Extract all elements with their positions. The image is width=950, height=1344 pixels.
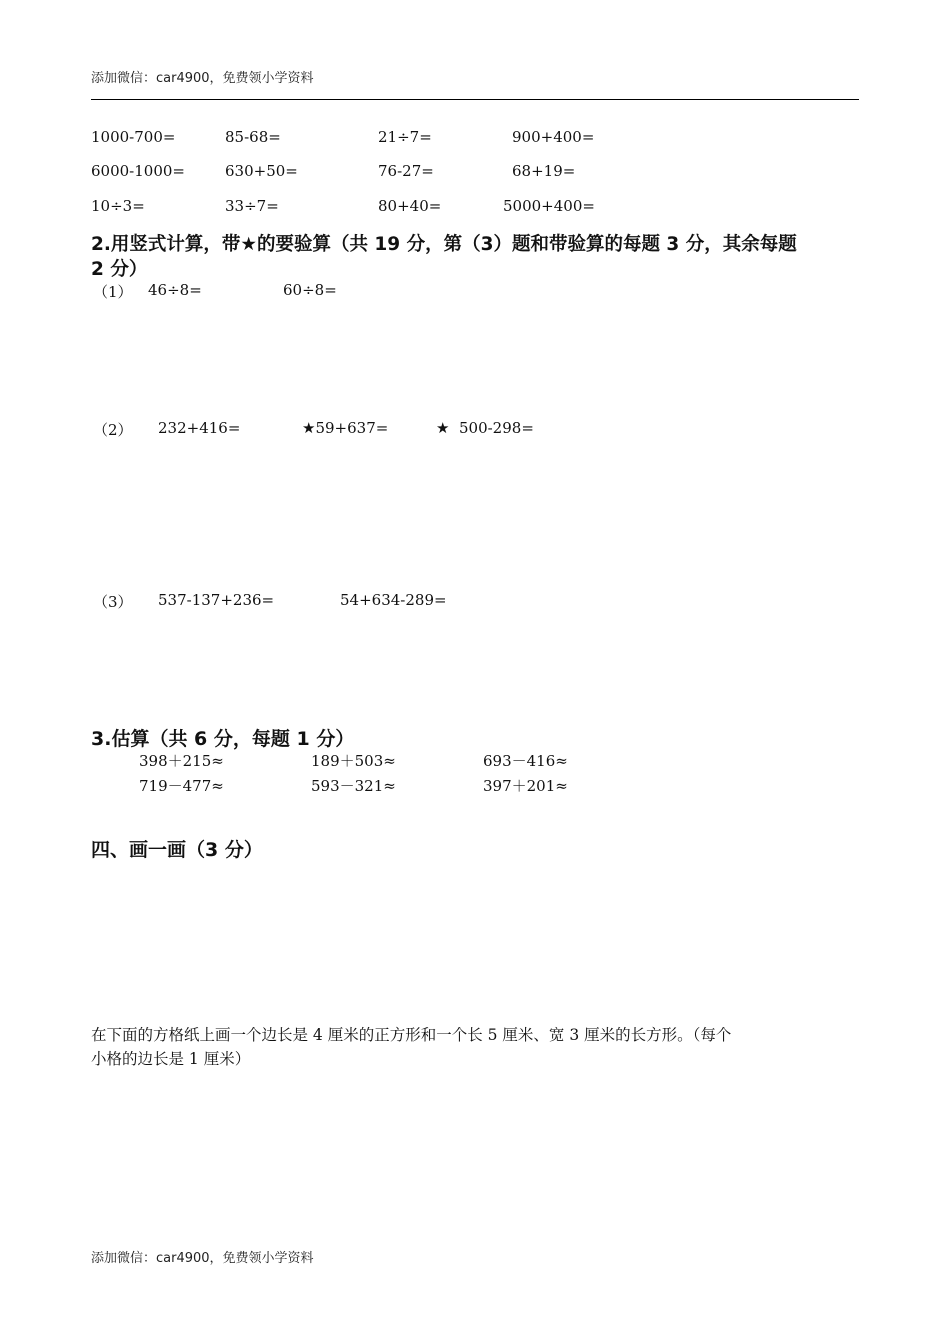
oral-item: 630+50= xyxy=(225,162,298,180)
page-footer: 添加微信：car4900，免费领小学资料 xyxy=(91,1251,314,1266)
estimate-item: 719－477≈ xyxy=(139,777,224,795)
oral-item: 1000-700= xyxy=(91,128,176,146)
estimate-item: 397＋201≈ xyxy=(483,777,568,795)
oral-item: 10÷3= xyxy=(91,197,145,215)
oral-item: 80+40= xyxy=(378,197,442,215)
problem-with-check: ★59+637= xyxy=(302,419,389,437)
oral-item: 900+400= xyxy=(512,128,595,146)
estimate-item: 693－416≈ xyxy=(483,752,568,770)
section-2-title: 2.用竖式计算，带★的要验算（共 19 分，第（3）题和带验算的每题 3 分，其余每题 xyxy=(91,234,797,255)
section-3-title: 3.估算（共 6 分，每题 1 分） xyxy=(91,728,355,750)
header-divider xyxy=(91,99,859,100)
question-number: （3） xyxy=(93,593,133,611)
oral-item: 68+19= xyxy=(512,162,576,180)
page-header: 添加微信：car4900，免费领小学资料 xyxy=(91,71,314,86)
section-2-title-cont: 2 分） xyxy=(91,259,148,280)
problem: 60÷8= xyxy=(283,281,337,299)
oral-item: 21÷7= xyxy=(378,128,432,146)
oral-item: 76-27= xyxy=(378,162,434,180)
section-4-title: 四、画一画（3 分） xyxy=(91,839,263,861)
question-number: （2） xyxy=(93,421,133,439)
problem: 232+416= xyxy=(158,419,241,437)
problem: 46÷8= xyxy=(148,281,202,299)
drawing-instruction: 在下面的方格纸上画一个边长是 4 厘米的正方形和一个长 5 厘米、宽 3 厘米的长方形。（每个 xyxy=(91,1026,732,1044)
oral-item: 85-68= xyxy=(225,128,281,146)
question-number: （1） xyxy=(93,283,133,301)
oral-item: 5000+400= xyxy=(503,197,595,215)
problem-with-check: ★ 500-298= xyxy=(436,419,534,437)
problem: 54+634-289= xyxy=(340,591,447,609)
estimate-item: 593－321≈ xyxy=(311,777,396,795)
drawing-instruction-cont: 小格的边长是 1 厘米） xyxy=(91,1050,251,1068)
oral-item: 6000-1000= xyxy=(91,162,185,180)
estimate-item: 398＋215≈ xyxy=(139,752,224,770)
problem: 537-137+236= xyxy=(158,591,275,609)
estimate-item: 189＋503≈ xyxy=(311,752,396,770)
oral-item: 33÷7= xyxy=(225,197,279,215)
